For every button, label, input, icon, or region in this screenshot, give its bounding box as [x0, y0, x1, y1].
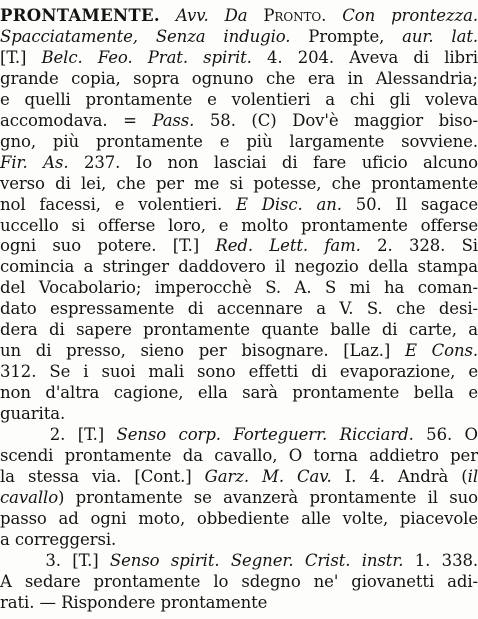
text-segment: 56. O: [413, 425, 478, 444]
text-segment: 4. 204. Aveva di libri: [251, 47, 478, 67]
italic-text: Garz. M. Cav.: [204, 466, 332, 486]
text-segment: del Vocabolario; imperocchè S. A. S mi ha coman-: [0, 278, 478, 298]
italic-text: Spacciatamente, Senza indugio.: [0, 26, 291, 46]
italic-text: Senso spirit. Segner. Crist. instr.: [109, 550, 404, 570]
text-segment: ) prontamente se avanzerà prontamente il suo: [58, 487, 478, 507]
text-segment: accomodava. =: [0, 110, 153, 130]
text-segment: 237. Io non lasciai di fare uficio alcuno: [68, 152, 478, 172]
text-segment: a correggersi.: [0, 529, 117, 549]
text-segment: 58. (C) Dov'è maggior biso-: [194, 110, 478, 130]
italic-text: aur. lat.: [402, 26, 478, 46]
text-segment: .: [321, 6, 343, 25]
text-segment: guarita.: [0, 404, 66, 424]
text-segment: la stessa via. [Cont.]: [0, 466, 205, 486]
text-segment: I. 4. Andrà (: [331, 466, 468, 486]
text-segment: Pronto: [263, 6, 322, 25]
text-segment: e quelli prontamente e volentieri a chi gli voleva: [0, 89, 478, 109]
italic-text: Fir. As.: [0, 152, 69, 172]
italic-text: Pass.: [152, 110, 195, 130]
italic-text: E Cons.: [404, 341, 478, 361]
italic-text: Red. Lett. fam.: [215, 236, 361, 256]
italic-text: Belc. Feo. Prat. spirit.: [41, 47, 252, 67]
text-segment: comincia a stringer daddovero il negozio della stampa: [0, 257, 478, 277]
text-segment: 1. 338.: [403, 550, 478, 570]
text-segment: [160, 6, 176, 25]
text-segment: dera di sapere prontamente quante balle di carte, a: [0, 320, 478, 340]
text-segment: 3. [T.]: [0, 550, 110, 570]
italic-text: il: [467, 466, 478, 486]
text-line: [0, 591, 478, 615]
text-segment: verso di lei, che per me si potesse, che prontamente: [0, 173, 478, 193]
text-segment: ogni suo potere. [T.]: [0, 236, 216, 256]
italic-text: Con prontezza.: [342, 6, 478, 25]
text-segment: Prompte,: [290, 26, 403, 46]
text-segment: 312. Se i suoi mali sono effetti di evaporazione, e: [0, 362, 478, 382]
text-segment: [T.]: [0, 47, 42, 67]
text-segment: un di presso, sieno per bisognare. [Laz.]: [0, 341, 405, 361]
text-segment: grande copia, sopra ognuno che era in Alessandria;: [0, 68, 478, 88]
text-segment: non d'altra cagione, ella sarà prontamente bella e: [0, 383, 478, 403]
text-segment: rati. — Rispondere prontamente: [0, 592, 268, 612]
headword: PRONTAMENTE.: [0, 6, 160, 25]
text-segment: 50. Il sagace: [341, 194, 478, 214]
text-segment: uccello si offerse loro, e molto prontamente offerse: [0, 215, 478, 235]
italic-text: cavallo: [0, 487, 59, 507]
text-segment: 2. [T.]: [0, 425, 117, 444]
text-segment: scendi prontamente da cavallo, O torna addietro per: [0, 445, 478, 465]
italic-text: Senso corp. Forteguerr. Ricciard.: [116, 425, 414, 444]
italic-text: Avv. Da: [175, 6, 248, 25]
text-segment: A sedare prontamente lo sdegno ne' giovanetti adi-: [0, 571, 478, 591]
text-segment: dato espressamente di accennare a V. S. che desi-: [0, 299, 478, 319]
text-segment: [247, 6, 263, 25]
italic-text: E Disc. an.: [235, 194, 342, 214]
text-segment: 2. 328. Si: [360, 236, 478, 256]
text-segment: passo ad ogni moto, obbediente alle volte, piacevole: [0, 508, 478, 528]
text-segment: nol facessi, e volentieri.: [0, 194, 236, 214]
text-segment: gno, più prontamente e più largamente sovviene.: [0, 131, 478, 151]
